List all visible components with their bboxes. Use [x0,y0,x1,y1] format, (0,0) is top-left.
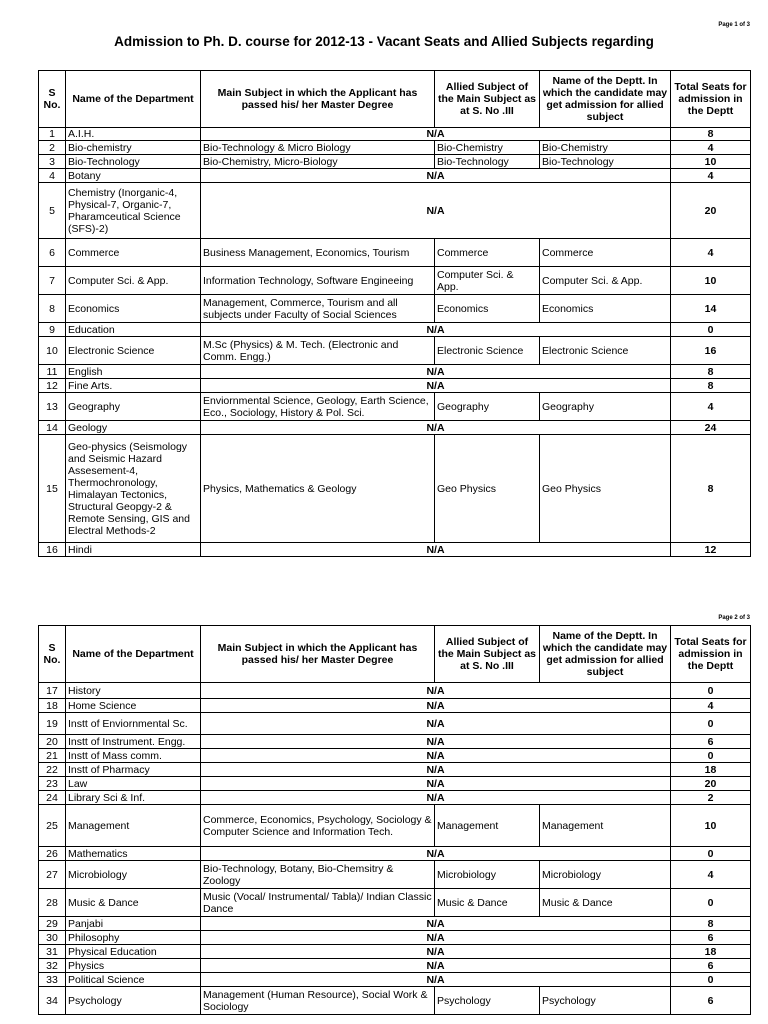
cell-admission-dept: Geo Physics [540,435,671,543]
cell-total-seats: 6 [671,959,751,973]
cell-na: N/A [201,365,671,379]
page-title: Admission to Ph. D. course for 2012-13 - Vacant Seats and Allied Subjects regarding [114,34,654,49]
cell-na: N/A [201,169,671,183]
cell-allied-subject: Geography [435,393,540,421]
cell-na: N/A [201,749,671,763]
header-main-subject: Main Subject in which the Applicant has passed his/ her Master Degree [201,626,435,683]
cell-department: Bio-chemistry [66,141,201,155]
cell-na: N/A [201,421,671,435]
cell-total-seats: 14 [671,295,751,323]
table-row [39,917,751,931]
table-row [39,959,751,973]
cell-admission-dept: Computer Sci. & App. [540,267,671,295]
cell-sno: 17 [39,683,66,699]
cell-main-subject: Commerce, Economics, Psychology, Sociology & Computer Science and Information Tech. [201,805,435,847]
table-row [39,973,751,987]
cell-total-seats: 8 [671,365,751,379]
cell-main-subject: Music (Vocal/ Instrumental/ Tabla)/ Indian Classic Dance [201,889,435,917]
cell-main-subject: Bio-Technology, Botany, Bio-Chemsitry & Zoology [201,861,435,889]
cell-department: Music & Dance [66,889,201,917]
cell-allied-subject: Geo Physics [435,435,540,543]
seats-table-page-1 [38,70,751,557]
cell-total-seats: 8 [671,917,751,931]
cell-sno: 10 [39,337,66,365]
cell-sno: 1 [39,128,66,141]
cell-allied-subject: Computer Sci. & App. [435,267,540,295]
cell-sno: 8 [39,295,66,323]
cell-sno: 21 [39,749,66,763]
table-row [39,393,751,421]
cell-sno: 34 [39,987,66,1015]
cell-main-subject: Bio-Chemistry, Micro-Biology [201,155,435,169]
cell-sno: 13 [39,393,66,421]
table-row [39,987,751,1015]
header-total-seats: Total Seats for admission in the Deptt [671,626,751,683]
cell-na: N/A [201,379,671,393]
cell-admission-dept: Electronic Science [540,337,671,365]
table-row [39,945,751,959]
cell-department: Psychology [66,987,201,1015]
cell-sno: 3 [39,155,66,169]
cell-sno: 4 [39,169,66,183]
cell-total-seats: 18 [671,763,751,777]
cell-department: Philosophy [66,931,201,945]
cell-main-subject: Bio-Technology & Micro Biology [201,141,435,155]
cell-total-seats: 6 [671,735,751,749]
table-row [39,763,751,777]
cell-total-seats: 24 [671,421,751,435]
cell-main-subject: Management (Human Resource), Social Work & Sociology [201,987,435,1015]
cell-sno: 14 [39,421,66,435]
cell-total-seats: 4 [671,699,751,713]
table-row [39,847,751,861]
table-row [39,365,751,379]
table-row [39,323,751,337]
header-sno: S No. [39,71,66,128]
table-row [39,543,751,557]
cell-sno: 2 [39,141,66,155]
header-allied-subject: Allied Subject of the Main Subject as at S. No .III [435,71,540,128]
header-department: Name of the Department [66,71,201,128]
cell-sno: 30 [39,931,66,945]
cell-admission-dept: Psychology [540,987,671,1015]
cell-na: N/A [201,183,671,239]
cell-na: N/A [201,699,671,713]
table-row [39,435,751,543]
header-admission-dept: Name of the Deptt. In which the candidate may get admission for allied subject [540,626,671,683]
cell-sno: 6 [39,239,66,267]
table-row [39,777,751,791]
cell-total-seats: 6 [671,931,751,945]
cell-sno: 15 [39,435,66,543]
cell-department: Botany [66,169,201,183]
table-row [39,683,751,699]
page-number-1: Page 1 of 3 [718,22,750,28]
cell-na: N/A [201,959,671,973]
table-row [39,141,751,155]
cell-allied-subject: Music & Dance [435,889,540,917]
cell-sno: 9 [39,323,66,337]
cell-department: Management [66,805,201,847]
cell-na: N/A [201,847,671,861]
cell-na: N/A [201,791,671,805]
cell-department: Microbiology [66,861,201,889]
cell-admission-dept: Bio-Technology [540,155,671,169]
cell-total-seats: 18 [671,945,751,959]
table-row [39,699,751,713]
cell-department: Bio-Technology [66,155,201,169]
cell-na: N/A [201,917,671,931]
table-row [39,713,751,735]
cell-department: English [66,365,201,379]
table-row [39,128,751,141]
cell-total-seats: 8 [671,128,751,141]
cell-allied-subject: Commerce [435,239,540,267]
table-row [39,889,751,917]
cell-na: N/A [201,323,671,337]
cell-allied-subject: Psychology [435,987,540,1015]
cell-na: N/A [201,128,671,141]
cell-total-seats: 2 [671,791,751,805]
cell-na: N/A [201,777,671,791]
cell-department: Geo-physics (Seismology and Seismic Hazard Assesement-4, Thermochronology, Himalayan Tectonics, Structural Geopgy-2 & Remote Sensing, GIS and Electral Methods-2 [66,435,201,543]
table-row [39,337,751,365]
cell-department: Home Science [66,699,201,713]
cell-total-seats: 0 [671,683,751,699]
cell-sno: 29 [39,917,66,931]
cell-main-subject: Physics, Mathematics & Geology [201,435,435,543]
cell-allied-subject: Management [435,805,540,847]
cell-allied-subject: Economics [435,295,540,323]
cell-sno: 22 [39,763,66,777]
cell-sno: 20 [39,735,66,749]
cell-na: N/A [201,683,671,699]
cell-total-seats: 20 [671,183,751,239]
cell-total-seats: 4 [671,393,751,421]
cell-admission-dept: Music & Dance [540,889,671,917]
table-row [39,239,751,267]
cell-department: Panjabi [66,917,201,931]
header-admission-dept: Name of the Deptt. In which the candidate may get admission for allied subject [540,71,671,128]
seats-table-page-2 [38,625,751,1015]
cell-main-subject: Management, Commerce, Tourism and all subjects under Faculty of Social Sciences [201,295,435,323]
cell-allied-subject: Electronic Science [435,337,540,365]
cell-admission-dept: Commerce [540,239,671,267]
table-row [39,805,751,847]
cell-department: Geology [66,421,201,435]
cell-na: N/A [201,973,671,987]
cell-sno: 12 [39,379,66,393]
cell-allied-subject: Bio-Technology [435,155,540,169]
cell-sno: 24 [39,791,66,805]
cell-total-seats: 8 [671,379,751,393]
cell-department: Political Science [66,973,201,987]
table-row [39,735,751,749]
table-row [39,155,751,169]
cell-department: Instt of Enviornmental Sc. [66,713,201,735]
cell-department: Geography [66,393,201,421]
cell-sno: 33 [39,973,66,987]
cell-main-subject: Information Technology, Software Engineeing [201,267,435,295]
cell-sno: 27 [39,861,66,889]
cell-sno: 26 [39,847,66,861]
cell-department: Commerce [66,239,201,267]
cell-total-seats: 4 [671,169,751,183]
cell-total-seats: 12 [671,543,751,557]
cell-sno: 19 [39,713,66,735]
header-allied-subject: Allied Subject of the Main Subject as at S. No .III [435,626,540,683]
cell-main-subject: Business Management, Economics, Tourism [201,239,435,267]
header-department: Name of the Department [66,626,201,683]
cell-total-seats: 0 [671,973,751,987]
cell-department: Education [66,323,201,337]
table-row [39,295,751,323]
header-sno: S No. [39,626,66,683]
cell-department: Electronic Science [66,337,201,365]
cell-sno: 28 [39,889,66,917]
cell-total-seats: 4 [671,141,751,155]
cell-na: N/A [201,735,671,749]
cell-department: History [66,683,201,699]
cell-na: N/A [201,713,671,735]
table-row [39,861,751,889]
cell-total-seats: 10 [671,805,751,847]
table-row [39,183,751,239]
cell-na: N/A [201,945,671,959]
table-row [39,749,751,763]
cell-total-seats: 8 [671,435,751,543]
cell-department: Computer Sci. & App. [66,267,201,295]
cell-department: Fine Arts. [66,379,201,393]
cell-total-seats: 4 [671,861,751,889]
cell-na: N/A [201,543,671,557]
cell-na: N/A [201,763,671,777]
cell-admission-dept: Management [540,805,671,847]
cell-allied-subject: Microbiology [435,861,540,889]
cell-admission-dept: Geography [540,393,671,421]
cell-department: Instt of Pharmacy [66,763,201,777]
cell-total-seats: 0 [671,323,751,337]
cell-admission-dept: Microbiology [540,861,671,889]
cell-total-seats: 10 [671,267,751,295]
table-row [39,267,751,295]
cell-sno: 7 [39,267,66,295]
cell-department: Hindi [66,543,201,557]
cell-total-seats: 0 [671,847,751,861]
cell-total-seats: 6 [671,987,751,1015]
cell-total-seats: 0 [671,713,751,735]
cell-department: Physical Education [66,945,201,959]
cell-allied-subject: Bio-Chemistry [435,141,540,155]
table-row [39,931,751,945]
cell-department: Library Sci & Inf. [66,791,201,805]
cell-sno: 18 [39,699,66,713]
cell-sno: 32 [39,959,66,973]
cell-department: A.I.H. [66,128,201,141]
table-row [39,421,751,435]
cell-department: Law [66,777,201,791]
cell-main-subject: Enviornmental Science, Geology, Earth Science, Eco., Sociology, History & Pol. Sci. [201,393,435,421]
cell-na: N/A [201,931,671,945]
table-row [39,169,751,183]
table-row [39,791,751,805]
cell-department: Physics [66,959,201,973]
cell-total-seats: 16 [671,337,751,365]
cell-sno: 5 [39,183,66,239]
cell-total-seats: 10 [671,155,751,169]
cell-admission-dept: Economics [540,295,671,323]
table-row [39,379,751,393]
cell-department: Instt of Instrument. Engg. [66,735,201,749]
cell-sno: 23 [39,777,66,791]
cell-main-subject: M.Sc (Physics) & M. Tech. (Electronic and Comm. Engg.) [201,337,435,365]
header-total-seats: Total Seats for admission in the Deptt [671,71,751,128]
cell-department: Instt of Mass comm. [66,749,201,763]
cell-department: Economics [66,295,201,323]
cell-sno: 31 [39,945,66,959]
cell-total-seats: 20 [671,777,751,791]
cell-sno: 11 [39,365,66,379]
table-header-row [39,626,751,683]
cell-total-seats: 4 [671,239,751,267]
cell-total-seats: 0 [671,749,751,763]
cell-department: Chemistry (Inorganic-4, Physical-7, Organic-7, Pharamceutical Science (SFS)-2) [66,183,201,239]
table-header-row [39,71,751,128]
cell-sno: 25 [39,805,66,847]
cell-total-seats: 0 [671,889,751,917]
page-number-2: Page 2 of 3 [718,615,750,621]
cell-department: Mathematics [66,847,201,861]
cell-admission-dept: Bio-Chemistry [540,141,671,155]
header-main-subject: Main Subject in which the Applicant has passed his/ her Master Degree [201,71,435,128]
cell-sno: 16 [39,543,66,557]
